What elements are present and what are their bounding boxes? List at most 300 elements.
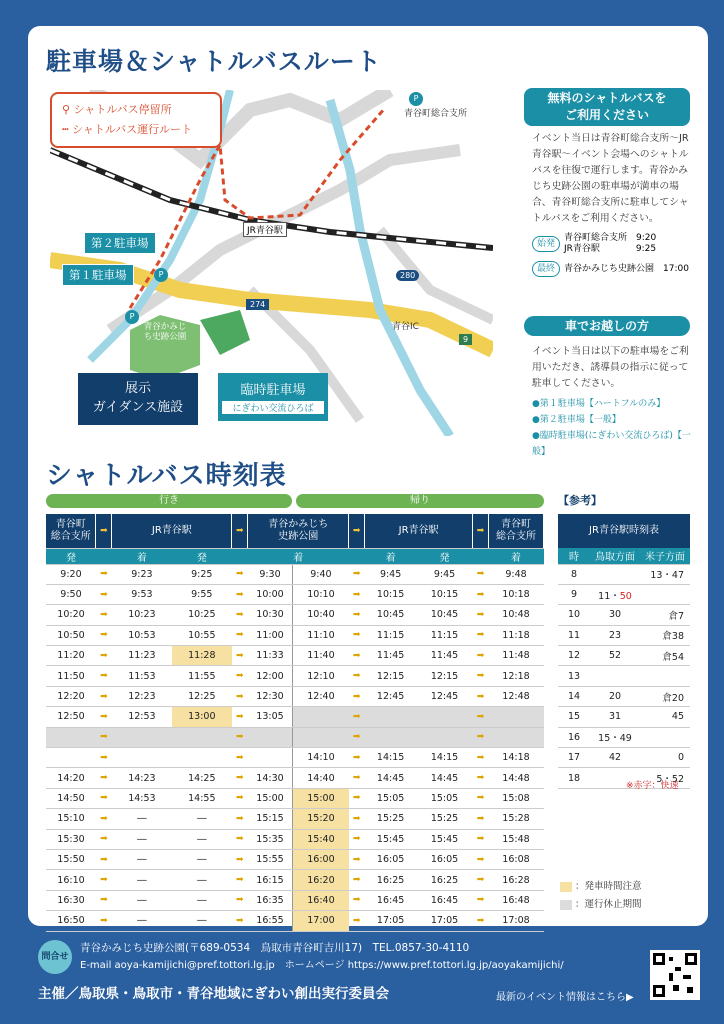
time-cell [293,707,349,727]
arrow-icon: ➡ [96,584,112,604]
time-cell: 16:55 [248,911,293,931]
time-cell: ― [172,849,232,869]
time-cell: ― [172,890,232,910]
arrow-icon: ➡ [96,829,112,849]
time-cell: 14:40 [293,768,349,788]
time-cell: 倉7 [640,605,690,625]
time-cell: 16:30 [46,890,96,910]
go-direction-bar: 行き [46,494,292,508]
time-cell: 13 [558,666,590,686]
table-row [46,727,544,747]
time-cell: ― [112,870,172,890]
time-cell: 12:00 [248,666,293,686]
time-cell: 12:45 [365,686,417,706]
footer-email: E-mail aoya-kamijichi@pref.tottori.lg.jp ホームページ https://www.pref.tottori.lg.jp/aoyakamijichi/ [80,960,564,971]
table-row [558,686,690,706]
time-cell: 15:05 [365,788,417,808]
jr-timetable: JR青谷駅時刻表 時 鳥取方面 米子方面 8 13・47 9 11・50 10 30 倉7 11 23 倉38 12 52 倉54 13 14 20 倉20 15 31 45 16 15・49 17 42 0 18 5・52 [558,514,690,789]
time-cell: 倉20 [640,686,690,706]
arrow-icon: ➡ [232,870,248,890]
time-cell: 16:25 [365,870,417,890]
arrow-icon: ➡ [96,666,112,686]
time-cell: 15:25 [365,809,417,829]
table-row [46,849,544,869]
time-cell [46,727,96,747]
time-cell: 16:00 [293,849,349,869]
time-cell: 10:45 [365,605,417,625]
time-cell: 12:50 [46,707,96,727]
time-cell [590,666,640,686]
car-info [532,344,692,460]
label-ic: 青谷IC [392,322,419,332]
table-row [558,748,690,768]
arrow-icon: ➡ [96,748,112,768]
time-cell: 12:15 [365,666,417,686]
time-cell: 9:48 [489,564,544,584]
time-cell: 31 [590,707,640,727]
arrow-icon: ➡ [232,605,248,625]
time-cell: 15:00 [248,788,293,808]
time-cell: ― [172,829,232,849]
arrow-icon: ➡ [232,646,248,666]
table-row [46,564,544,584]
arrow-icon: ➡ [349,809,365,829]
time-cell: 10:48 [489,605,544,625]
time-cell: 15:45 [365,829,417,849]
time-cell: 14:55 [172,788,232,808]
time-cell: 15:10 [46,809,96,829]
arrow-icon: ➡ [232,788,248,808]
arrow-icon: ➡ [349,890,365,910]
arrow-icon: ➡ [349,748,365,768]
time-cell: 16:08 [489,849,544,869]
time-cell: 11:45 [365,646,417,666]
free-bus-body: イベント当日は青谷町総合支所～JR青谷駅～イベント会場へのシャトルバスを往復で運行します。青谷かみじち史跡公園の駐車場が満車の場合、青谷町総合支所に駐車してシャトルバスをご利用ください。 [532,133,689,224]
timetable-stop-header: 青谷町 総合支所 ➡ JR青谷駅 ➡ 青谷かみじち 史跡公園 ➡ JR青谷駅 ➡ 青谷町 総合支所 [46,514,544,548]
timetable-title: シャトルバス時刻表 [46,461,287,491]
time-cell [46,748,96,768]
time-cell [293,727,349,747]
arrow-icon: ➡ [349,911,365,931]
time-cell: 9:53 [112,584,172,604]
time-cell: 9:55 [172,584,232,604]
time-cell [417,727,473,747]
jr-timetable-title: JR青谷駅時刻表 [558,514,690,548]
car-heading: 車でお越しの方 [524,316,690,336]
route-274-badge: 274 [246,299,269,310]
time-cell: 16:20 [293,870,349,890]
time-cell: 10:23 [112,605,172,625]
time-cell: 11:50 [46,666,96,686]
time-cell: 14:23 [112,768,172,788]
arrow-icon: ➡ [232,584,248,604]
time-cell: 16 [558,727,590,747]
time-cell: 11:33 [248,646,293,666]
time-cell: 17 [558,748,590,768]
time-cell: 15:08 [489,788,544,808]
time-cell: 16:45 [365,890,417,910]
time-cell: 17:05 [365,911,417,931]
table-row [46,809,544,829]
time-cell: 23 [590,625,640,645]
stop-jr: JR青谷駅 [112,514,232,548]
arrow-icon: ➡ [349,829,365,849]
time-cell: 10:55 [172,625,232,645]
time-cell: 42 [590,748,640,768]
arrow-icon: ➡ [349,584,365,604]
table-row [46,788,544,808]
label-parking-1: 第１駐車場 [62,264,134,286]
time-cell: ― [112,911,172,931]
time-cell: 12:20 [46,686,96,706]
time-cell: 14:45 [365,768,417,788]
time-cell: 9:25 [172,564,232,584]
time-cell: 15:00 [293,788,349,808]
time-cell [172,748,232,768]
time-cell [365,727,417,747]
table-row [46,625,544,645]
route-280-badge: 280 [396,270,419,281]
arrow-icon: ➡ [473,605,489,625]
time-cell: 10:50 [46,625,96,645]
time-cell: 52 [590,646,640,666]
legend-route: ┅ シャトルバス運行ルート [62,123,193,136]
time-cell: 11:00 [248,625,293,645]
label-park: 青谷かみじち史跡公園 [143,322,187,342]
arrow-icon: ➡ [96,564,112,584]
time-cell: 11:15 [417,625,473,645]
time-cell: 16:05 [365,849,417,869]
arrow-icon: ➡ [349,646,365,666]
time-cell [489,707,544,727]
stop-park: 青谷かみじち 史跡公園 [248,514,349,548]
time-cell: 20 [590,686,640,706]
time-cell: 16:35 [248,890,293,910]
table-row [46,748,544,768]
time-cell: 11:20 [46,646,96,666]
arrow-icon: ➡ [473,748,489,768]
reference-label: 【参考】 [558,494,602,507]
time-cell: 14:15 [417,748,473,768]
time-cell: 30 [590,605,640,625]
time-cell: 9:45 [417,564,473,584]
time-cell: 16:25 [417,870,473,890]
time-cell: 9:45 [365,564,417,584]
time-cell: 10:15 [417,584,473,604]
time-cell: 10 [558,605,590,625]
table-row [46,911,544,931]
time-cell: ― [112,809,172,829]
key-yellow: ：発車時間注意 [560,878,642,892]
key-gray: ：運行休止期間 [560,896,642,910]
organizer: 主催／鳥取県・鳥取市・青谷地域にぎわい創出実行委員会 [38,986,389,1002]
time-cell [112,748,172,768]
time-cell [640,584,690,604]
time-cell: 16:28 [489,870,544,890]
time-cell: 13:05 [248,707,293,727]
table-row [46,605,544,625]
time-cell: 11:45 [417,646,473,666]
label-jr-station: JR青谷駅 [243,222,287,237]
time-cell: 9:30 [248,564,293,584]
time-cell: 12:30 [248,686,293,706]
time-cell: 17:00 [293,911,349,931]
time-cell: ― [172,870,232,890]
arrow-icon: ➡ [473,911,489,931]
contact-badge: 問合せ [38,940,72,974]
time-cell: 15:30 [46,829,96,849]
arrow-icon: ➡ [232,768,248,788]
time-cell: 11:23 [112,646,172,666]
arrow-icon: ➡ [96,605,112,625]
table-row [558,707,690,727]
car-parking-list: ●第１駐車場【ハートフルのみ】 ●第２駐車場【一般】 ●臨時駐車場(にぎわい交流ひろば)【一般】 [532,399,691,457]
time-cell: 16:15 [248,870,293,890]
time-cell: 12:45 [417,686,473,706]
time-cell: 12:18 [489,666,544,686]
time-cell [640,666,690,686]
time-cell: 10:00 [248,584,293,604]
time-cell: 倉38 [640,625,690,645]
time-cell: 15:55 [248,849,293,869]
table-row [46,768,544,788]
table-row [46,870,544,890]
arrow-icon: ➡ [473,646,489,666]
arrow-icon: ➡ [473,625,489,645]
arrow-icon: ➡ [473,788,489,808]
time-cell: 11:15 [365,625,417,645]
time-cell: 12:25 [172,686,232,706]
time-cell: 9:23 [112,564,172,584]
arrow-icon: ➡ [349,707,365,727]
latest-info-link[interactable]: 最新のイベント情報はこちら▶ [496,992,634,1003]
table-row [558,646,690,666]
time-cell: 14:45 [417,768,473,788]
time-cell: 18 [558,768,590,788]
arrow-icon: ➡ [349,788,365,808]
arrow-icon: ➡ [232,911,248,931]
free-bus-info [532,131,692,277]
time-cell: 12 [558,646,590,666]
legend-stop: ⚲ シャトルバス停留所 [62,103,172,116]
arrow-icon: ➡ [232,829,248,849]
time-cell: 15:20 [293,809,349,829]
table-row [558,666,690,686]
time-cell: 14:20 [46,768,96,788]
time-cell [365,707,417,727]
arrow-icon: ➡ [232,727,248,747]
time-cell: 13・47 [640,564,690,584]
arrow-icon: ➡ [473,890,489,910]
arrow-icon: ➡ [349,870,365,890]
time-cell: 17:05 [417,911,473,931]
arrow-icon: ➡ [96,727,112,747]
arrow-icon: ➡ [473,870,489,890]
arrow-icon: ➡ [349,686,365,706]
time-cell: 14:50 [46,788,96,808]
time-cell [640,727,690,747]
table-row [46,890,544,910]
time-cell: 10:15 [365,584,417,604]
time-cell: 16:40 [293,890,349,910]
time-cell [172,727,232,747]
time-cell: 15:48 [489,829,544,849]
arrow-icon: ➡ [232,849,248,869]
table-row [558,605,690,625]
time-cell [489,727,544,747]
time-cell: 16:05 [417,849,473,869]
table-row [46,584,544,604]
time-cell: 14:15 [365,748,417,768]
time-cell: 10:18 [489,584,544,604]
arrow-icon: ➡ [96,809,112,829]
arrow-icon: ➡ [96,849,112,869]
footer-address: 青谷かみじち史跡公園(〒689-0534 鳥取市青谷町吉川17) TEL.0857-30-4110 [80,942,470,954]
time-cell: 11・50 [590,584,640,604]
time-cell: 11:55 [172,666,232,686]
label-parking-2: 第２駐車場 [84,232,156,254]
arrow-icon: ➡ [232,625,248,645]
table-row [46,686,544,706]
time-cell: 15:25 [417,809,473,829]
free-bus-heading: 無料のシャトルバスを ご利用ください [524,88,690,126]
table-row [46,646,544,666]
timetable-sub-header: 発 着 発 着 着 発 着 [46,548,544,564]
time-cell: 15:50 [46,849,96,869]
time-cell: 14:53 [112,788,172,808]
time-cell [417,707,473,727]
time-cell [590,564,640,584]
time-cell: ― [172,911,232,931]
time-cell: 11:53 [112,666,172,686]
time-cell: 10:45 [417,605,473,625]
time-cell: ― [112,849,172,869]
time-cell: 15:15 [248,809,293,829]
time-cell: 10:40 [293,605,349,625]
time-cell: 9:20 [46,564,96,584]
time-cell: 14 [558,686,590,706]
time-cell: 11 [558,625,590,645]
arrow-icon: ➡ [232,748,248,768]
arrow-icon: ➡ [232,564,248,584]
arrow-icon: ➡ [473,686,489,706]
shuttle-timetable [46,514,544,932]
return-direction-bar: 帰り [296,494,544,508]
time-cell: 14:48 [489,768,544,788]
time-cell: 12:48 [489,686,544,706]
arrow-icon: ➡ [349,564,365,584]
time-cell: ― [112,890,172,910]
route-9-badge: 9 [459,334,472,345]
time-cell: 12:10 [293,666,349,686]
time-cell: ― [112,829,172,849]
arrow-icon: ➡ [232,686,248,706]
arrow-icon: ➡ [473,564,489,584]
time-cell: 12:23 [112,686,172,706]
arrow-icon: ➡ [232,809,248,829]
time-cell: 45 [640,707,690,727]
arrow-icon: ➡ [349,666,365,686]
time-cell: 9:40 [293,564,349,584]
arrow-icon: ➡ [349,625,365,645]
parking-icon: P [154,268,168,282]
arrow-icon: ➡ [349,605,365,625]
parking-icon: P [125,310,139,324]
time-cell: 14:18 [489,748,544,768]
time-cell: 14:25 [172,768,232,788]
arrow-icon: ➡ [349,768,365,788]
arrow-icon: ➡ [96,646,112,666]
arrow-icon: ➡ [96,911,112,931]
dashed-route-icon: ┅ [62,123,73,136]
table-row [46,666,544,686]
time-cell: 8 [558,564,590,584]
time-cell: 14:10 [293,748,349,768]
time-cell: 16:50 [46,911,96,931]
arrow-icon: ➡ [96,625,112,645]
time-cell: 10:30 [248,605,293,625]
arrow-icon: ➡ [473,829,489,849]
time-cell: 15:28 [489,809,544,829]
time-cell: 0 [640,748,690,768]
rapid-note: ※赤字：快速 [626,781,679,791]
time-cell: 11:10 [293,625,349,645]
table-row [558,727,690,747]
map-title: 駐車場＆シャトルバスルート [46,47,382,76]
qr-code-icon[interactable] [650,950,700,1000]
time-cell: 9 [558,584,590,604]
label-branch: 青谷町総合支所 [404,109,468,119]
time-cell: 16:45 [417,890,473,910]
time-cell: 10:20 [46,605,96,625]
arrow-icon: ➡ [473,849,489,869]
arrow-icon: ➡ [232,707,248,727]
arrow-icon: ➡ [96,707,112,727]
time-cell: 11:40 [293,646,349,666]
table-row [46,829,544,849]
arrow-icon: ➡ [349,849,365,869]
table-row [558,625,690,645]
arrow-icon: ➡ [96,890,112,910]
time-cell: 11:18 [489,625,544,645]
table-row [46,707,544,727]
time-cell: 12:53 [112,707,172,727]
time-cell: 11:28 [172,646,232,666]
arrow-icon: ➡ [473,584,489,604]
arrow-icon: ➡ [96,686,112,706]
map-legend [50,92,222,148]
first-bus: 始発 青谷町総合支所 9:20 JR青谷駅 9:25 [532,233,692,255]
time-cell: 12:15 [417,666,473,686]
time-cell: 15:35 [248,829,293,849]
arrow-icon: ➡ [232,890,248,910]
time-cell: 16:10 [46,870,96,890]
time-cell: 17:08 [489,911,544,931]
time-cell: 倉54 [640,646,690,666]
time-cell: 15:40 [293,829,349,849]
arrow-icon: ➡ [473,666,489,686]
arrow-icon: ➡ [473,809,489,829]
parking-icon: P [409,92,423,106]
arrow-icon: ➡ [473,768,489,788]
car-body: イベント当日は以下の駐車場をご利用いただき、誘導員の指示に従って駐車してください。 [532,346,689,389]
bus-stop-icon: ⚲ [62,103,74,116]
stop-branch-office: 青谷町 総合支所 [46,514,96,548]
temp-parking-label: 臨時駐車場 にぎわい交流ひろば [218,373,328,421]
time-cell: 10:25 [172,605,232,625]
time-cell: 14:30 [248,768,293,788]
time-cell: ― [172,809,232,829]
